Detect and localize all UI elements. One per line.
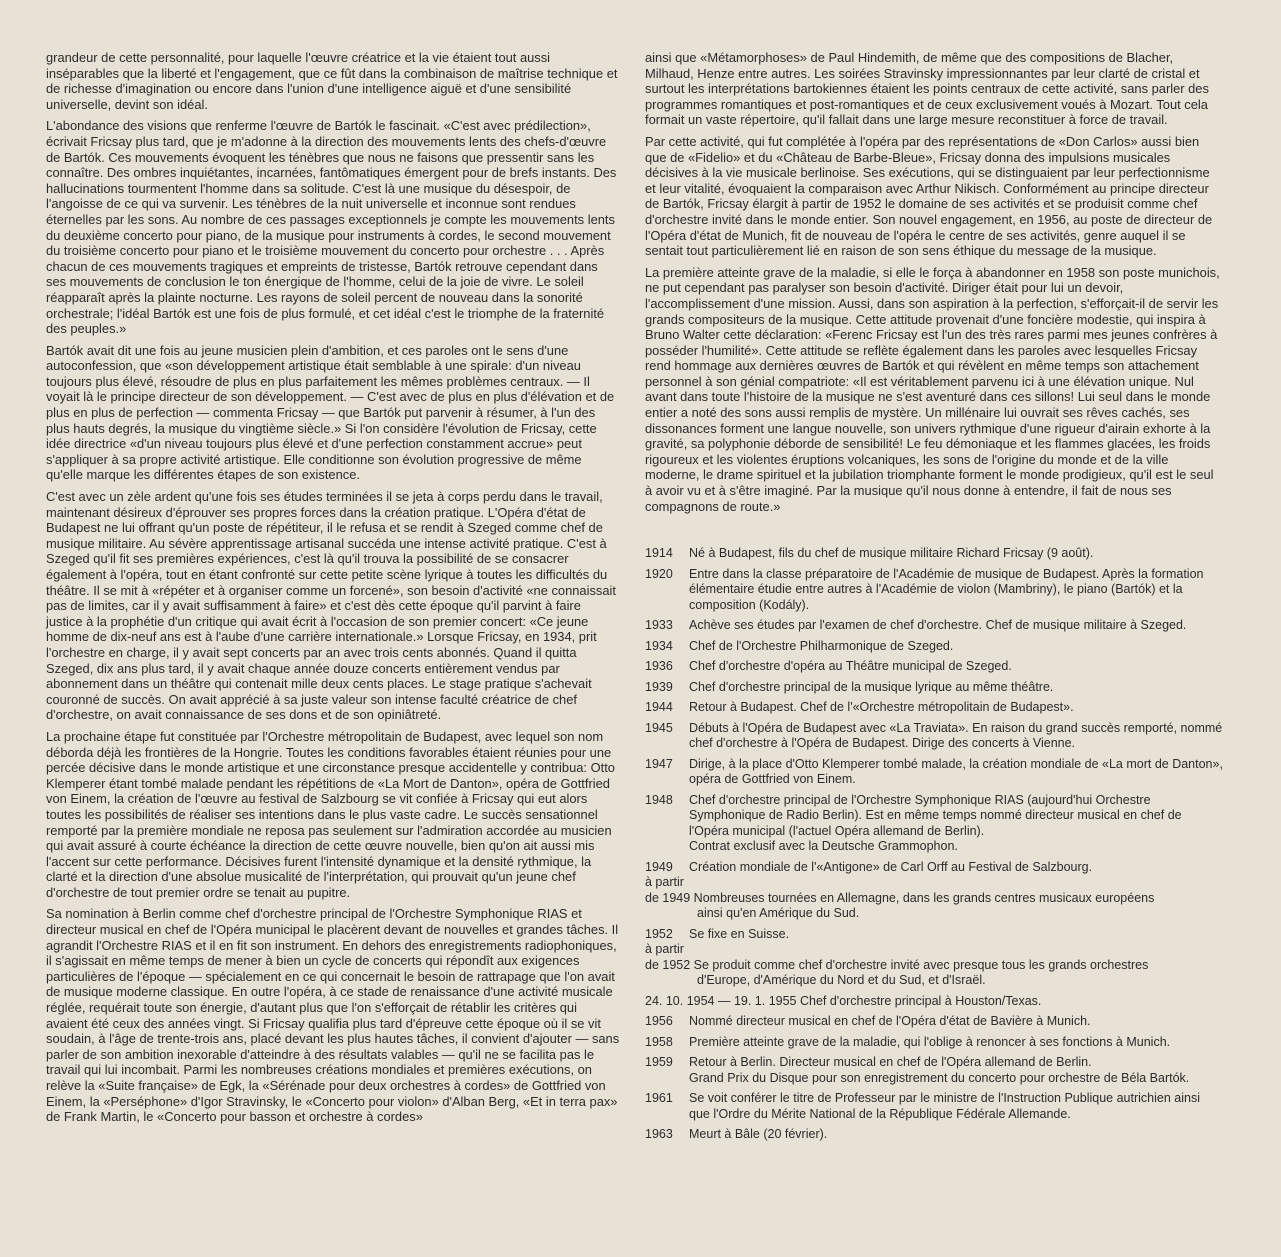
entry-text: Meurt à Bâle (20 février).	[689, 1127, 828, 1142]
entry-text-main: Retour à Berlin. Directeur musical en chef de l'Opéra allemand de Berlin.	[689, 1055, 1092, 1070]
chronology-entry	[645, 567, 1223, 614]
entry-lead: à partir	[645, 942, 684, 957]
entry-year: 1947	[645, 756, 673, 771]
paragraph: La prochaine étape fut constituée par l'Orchestre métropolitain de Budapest, avec lequel son nom déborda déjà les frontières de la Hongrie. Toutes les conditions favorables étaient réunies pour une percée décisive dans le monde artistique et une circonstance presque accidentelle y contribua: Otto Klemperer étant tombé malade pendant les répétitions de «La Mort de Danton», opéra de Gottfried von Einem, la création de l'œuvre au festival de Salzbourg se vit confiée à Fricsay qui eut alors toutes les possibilités de réaliser ses intentions dans le plus vaste cadre. Le succès sensationnel remporté par la première mondiale ne reposa pas seulement sur l'admiration accordée au musicien qui avait assuré à courte échéance la direction de cette œuvre nouvelle, bien qu'on ait aussi mis l'accent sur cette performance. Décisives furent l'intensité dynamique et la densité rythmique, la clarté et la direction d'une absolue musicalité de l'interprétation, qui prouvait qu'un jeune chef d'orchestre de tout premier ordre se tenait au pupitre.	[46, 728, 615, 900]
entry-year: 1945	[645, 720, 673, 735]
entry-year: de 1952	[645, 957, 691, 972]
entry-year: de 1949	[645, 890, 691, 905]
chronology-entry	[645, 891, 1223, 922]
entry-lead: à partir	[645, 875, 684, 890]
entry-text: Nombreuses tournées en Allemagne, dans les grands centres musicaux européens	[693, 890, 1155, 905]
entry-year: 1949	[645, 859, 673, 874]
paragraph: ainsi que «Métamorphoses» de Paul Hindemith, de même que des compositions de Blacher, Milhaud, Henze entre autres. Les soirées Stravinsky impressionnantes par leur clarté de cristal et surtout les interprétations bartokiennes étaient les points centraux de cette activité, sans parler des programmes romantiques et post-romantiques et de ceux exclusivement voués à Mozart. Tout cela formait un vaste répertoire, qu'il fallait dans une large mesure reconstituer à force de travail.	[645, 50, 1209, 128]
entry-text: Première atteinte grave de la maladie, qui l'oblige à renoncer à ses fonctions à Munich.	[689, 1034, 1171, 1049]
paragraph: Bartók avait dit une fois au jeune musicien plein d'ambition, et ces paroles ont le sens d'une autoconfession, que «son développement artistique était semblable à une spirale: d'un niveau toujours plus élevé, résoudre de plus en plus parfaitement les mêmes problèmes centraux. — Il voyait là le principe directeur de son développement. — C'est avec de plus en plus d'élévation et de plus en plus de perfection — commenta Fricsay — que Bartók put parvenir à résumer, à l'un des plus hauts degrés, la musique du vingtième siècle.» Si l'on considère l'évolution de Fricsay, cette idée directrice «d'un niveau toujours plus élevé et d'une perfection constamment accrue» peut s'appliquer à sa propre activité artistique. Elle conditionne son évolution progressive de même qu'elle marque les différentes étapes de son existence.	[46, 342, 615, 483]
entry-year: 1934	[645, 638, 673, 653]
chronology-entry	[645, 1035, 1223, 1051]
entry-text: Chef de l'Orchestre Philharmonique de Szeged.	[689, 638, 954, 653]
entry-text: Retour à Budapest. Chef de l'«Orchestre métropolitain de Budapest».	[689, 700, 1074, 715]
entry-year: 1956	[645, 1014, 673, 1029]
entry-year: 1948	[645, 792, 673, 807]
entry-text: Dirige, à la place d'Otto Klemperer tombé malade, la création mondiale de «La mort de Danton», opéra de Gottfried von Einem.	[689, 756, 1223, 787]
right-column	[645, 50, 1223, 1148]
entry-text	[689, 793, 1223, 855]
paragraph: La première atteinte grave de la maladie, si elle le força à abandonner en 1958 son poste munichois, ne put cependant pas paralyser son besoin d'activité. Diriger était pour lui un devoir, l'accomplissement d'une mission. Aussi, dans son aspiration à la perfection, s'efforçait-il de servir les grands compositeurs de la musique. Cette attitude provenait d'une foncière modestie, qui inspira à Bruno Walter cette déclaration: «Ferenc Fricsay est l'un des très rares parmi mes jeunes confrères à posséder l'humilité». Cette attitude se reflète également dans les paroles avec lesquelles Fricsay rend hommage aux dernières œuvres de Bartók et qui révèlent en même temps son attachement personnel à son génial compatriote: «Il est véritablement parvenu ici à une élévation unique. Nul avant dans toute l'histoire de la musique ne s'est aventuré dans ces sillons! Lui seul dans le monde entier a noté des sons aussi remplis de mystère. Un millénaire lui ouvrait ses rêves cachés, ses dissonances forment une langue nouvelle, son univers rythmique d'une rigueur d'airain exhorte à la gravité, sa polyphonie déborde de sensibilité! Le feu démoniaque et les flammes glacées, les froids rigoureux et les violentes éruptions volcaniques, les sons de l'origine du monde et de la ville moderne, le drame spirituel et la jubilation triomphante forment le monde prodigieux, qu'il est le seul à avoir vu et à s'être imaginé. Par la musique qu'il nous donne à entendre, il fait de nous ses compagnons de route.»	[645, 264, 1220, 514]
paragraph: C'est avec un zèle ardent qu'une fois ses études terminées il se jeta à corps perdu dans le travail, maintenant désireux d'éprouver ses propres forces dans la création pratique. L'Opéra d'état de Budapest ne lui offrant qu'un poste de répétiteur, il le refusa et se rendit à Szeged comme chef de musique militaire. Au sévère apprentissage artisanal succéda une intense activité pratique. C'est à Szeged qu'il fit ses premières expériences, c'est là qu'il trouva la possibilité de se consacrer également à l'opéra, tout en étant confronté sur cette petite scène lyrique à toutes les difficultés du théâtre. Il se mit à «répéter et à organiser comme un forcené», son besoin d'activité «ne connaissait pas de limites, car il y avait suffisamment à faire» et c'est dès cette époque qu'il parvint à faire justice à la prophétie d'un critique qui avait écrit à l'occasion de son premier concert: «Ce jeune homme de dix-neuf ans est à l'aube d'une carrière internationale.» Lorsque Fricsay, en 1934, prit l'orchestre en charge, il y avait sept concerts par an avec trois cents abonnés. Quand il quitta Szeged, dix ans plus tard, il y avait chaque année douze concerts entièrement vendus par abonnement dans un théâtre qui contenait mille deux cents places. Le stage pratique s'achevait couronné de succès. On avait apprécié à sa juste valeur son intense faculté créatrice de chef d'orchestre, on avait connaissance de ses dons et de son opiniâtreté.	[46, 489, 616, 723]
entry-text-cont: d'Europe, d'Amérique du Nord et du Sud, et d'Israël.	[697, 973, 986, 988]
chronology-entry	[645, 546, 1223, 562]
chronology-entry	[645, 860, 1223, 876]
entry-text-extra: Contrat exclusif avec la Deutsche Grammophon.	[689, 839, 958, 854]
chronology-entry	[645, 680, 1223, 696]
entry-year: 1933	[645, 618, 673, 633]
entry-text: Débuts à l'Opéra de Budapest avec «La Traviata». En raison du grand succès remporté, nommé chef d'orchestre à l'Opéra de Budapest. Dirige des concerts à Vienne.	[689, 720, 1223, 751]
chronology-entry	[645, 757, 1223, 788]
chronology-entry	[645, 639, 1223, 655]
chronology-entry	[645, 721, 1223, 752]
paragraph: Sa nomination à Berlin comme chef d'orchestre principal de l'Orchestre Symphonique RIAS et directeur musical en chef de l'Opéra municipal le placèrent devant de nouvelles et grandes tâches. Il agrandit l'Orchestre RIAS et il en fit son instrument. En dehors des enregistrements radiophoniques, il s'agissait en même temps de mener à bien un cycle de concerts qui répondît aux exigences particulières de l'époque — spécialement en ce qui concernait le besoin de rattrapage que l'on avait de musique moderne classique. En outre l'opéra, à ce stade de renaissance d'une activité musicale réglée, requérait toute son énergie, d'autant plus que l'on s'efforçait de rétablir les critères qui avaient été ceux des années vingt. Si Fricsay qualifia plus tard d'épreuve cette époque où il se vit soudain, à l'âge de trente-trois ans, placé devant les plus hautes tâches, il convient d'ajouter — sans parler de son ambition inexorable d'atteindre à des résultats valables — qu'il ne se facilita pas le travail qui lui incombait. Parmi les nombreuses créations mondiales et premières exécutions, on relève la «Suite française» de Egk, la «Sérénade pour deux orchestres à cordes» de Gottfried von Einem, la «Perséphone» d'Igor Stravinsky, le «Concerto pour violon» d'Alban Berg, «Et in terra pax» de Frank Martin, le «Concerto pour basson et orchestre à cordes»	[46, 906, 620, 1125]
entry-text-cont: ainsi qu'en Amérique du Sud.	[697, 906, 860, 921]
entry-year: 1939	[645, 679, 673, 694]
chronology-entry	[645, 927, 1223, 943]
entry-text: Chef d'orchestre principal de la musique lyrique au même théâtre.	[689, 679, 1054, 694]
chronology-entry	[645, 958, 1223, 989]
entry-text: Né à Budapest, fils du chef de musique militaire Richard Fricsay (9 août).	[689, 546, 1094, 561]
entry-year: 1936	[645, 659, 673, 674]
chronology-entry	[645, 1014, 1223, 1030]
entry-text: Nommé directeur musical en chef de l'Opéra d'état de Bavière à Munich.	[689, 1014, 1091, 1029]
chronology	[645, 546, 1223, 1143]
entry-text: Entre dans la classe préparatoire de l'Académie de musique de Budapest. Après la formation élémentaire étudie entre autres à l'Académie de violon (Mambriny), le piano (Bartók) et la composition (Kodály).	[689, 566, 1204, 612]
entry-year: 1914	[645, 546, 673, 561]
entry-year: 1961	[645, 1091, 673, 1106]
entry-text: Achève ses études par l'examen de chef d'orchestre. Chef de musique militaire à Szeged.	[689, 618, 1187, 633]
chronology-entry	[645, 700, 1223, 716]
entry-text	[689, 1055, 1223, 1086]
entry-year: 1944	[645, 700, 673, 715]
paragraph: grandeur de cette personnalité, pour laquelle l'œuvre créatrice et la vie étaient tout aussi inséparables que la liberté et l'engagement, que ce fût dans la combinaison de maîtrise technique et de richesse d'imagination ou encore dans l'union d'une intelligence aiguë et d'une sensibilité universelle, devint son idéal.	[46, 50, 618, 112]
chronology-entry	[645, 1055, 1223, 1086]
chronology-entry	[645, 659, 1223, 675]
left-column	[46, 50, 620, 1131]
entry-text-extra: Grand Prix du Disque pour son enregistrement du concerto pour orchestre de Béla Bartók.	[689, 1070, 1190, 1085]
entry-text-main: Chef d'orchestre principal de l'Orchestre Symphonique RIAS (aujourd'hui Orchestre Symphonique de Radio Berlin). Est en même temps nommé directeur musical en chef de l'Opéra municipal (l'actuel Opéra allemand de Berlin).	[689, 792, 1182, 838]
entry-text: Se produit comme chef d'orchestre invité avec presque tous les grands orchestres	[693, 957, 1149, 972]
chronology-entry	[645, 1091, 1223, 1122]
entry-year: 1958	[645, 1034, 673, 1049]
entry-text: Chef d'orchestre d'opéra au Théâtre municipal de Szeged.	[689, 659, 1012, 674]
chronology-entry	[645, 1127, 1223, 1143]
entry-year: 1920	[645, 566, 673, 581]
entry-year: 1952	[645, 926, 673, 941]
chronology-entry	[645, 618, 1223, 634]
chronology-entry	[645, 793, 1223, 855]
paragraph: L'abondance des visions que renferme l'œuvre de Bartók le fascinait. «C'est avec prédilection», écrivait Fricsay plus tard, que je m'adonne à la direction des mouvements lents des chefs-d'œuvre de Bartók. Ces mouvements évoquent les ténèbres que nous ne faisons que pressentir sans les connaître. Des ombres inquiétantes, incarnées, fantômatiques émergent pour de brefs instants. Des hallucinations tourmentent l'homme dans sa solitude. C'est là une musique du désespoir, de l'angoisse de ce qui va survenir. Les ténèbres de la nuit universelle et inconnue sont rendues éternelles par les sons. Au nombre de ces passages exceptionnels je compte les mouvements lents du deuxième concerto pour piano, de la musique pour instruments à cordes, le second mouvement du troisième concerto pour piano et le troisième mouvement du concerto pour orchestre . . . Après chacun de ces mouvements tragiques et empreints de tristesse, Bartók retrouve cependant dans ses mouvements de conclusion le ton énergique de l'homme, celui de la joie de vivre. Le soleil réapparaît après la plainte nocturne. Les rayons de soleil percent de nouveau dans la sonorité orchestrale; l'idéal Bartók est une fois de plus formulé, et cet idéal c'est le triomphe de la fraternité des peuples.»	[46, 118, 617, 337]
chronology-entry: 24. 10. 1954 — 19. 1. 1955 Chef d'orchestre principal à Houston/Texas.	[645, 993, 1042, 1008]
entry-text: Création mondiale de l'«Antigone» de Carl Orff au Festival de Salzbourg.	[689, 859, 1093, 874]
entry-year: 1959	[645, 1055, 673, 1070]
entry-year: 1963	[645, 1127, 673, 1142]
entry-text: Se voit conférer le titre de Professeur par le ministre de l'Instruction Publique autrichien ainsi que l'Ordre du Mérite National de la République Fédérale Allemande.	[689, 1091, 1200, 1121]
paragraph: Par cette activité, qui fut complétée à l'opéra par des représentations de «Don Carlos» aussi bien que de «Fidelio» et du «Château de Barbe-Bleue», Fricsay donna des impulsions musicales décisives à la vie musicale berlinoise. Ses exécutions, qui se distinguaient par leur perfectionnisme et leur vitalité, évoquaient la comparaison avec Arthur Nikisch. Conformément au principe directeur de Bartók, Fricsay élargit à partir de 1952 le domaine de ses activités et se produisit comme chef d'orchestre invité dans le monde entier. Son nouvel engagement, en 1956, au poste de directeur de l'Opéra d'état de Munich, fit de nouveau de l'opéra le centre de ses activités, genre auquel il se sentait tout particulièrement lié en raison de son sens éthique du message de la musique.	[645, 133, 1213, 259]
entry-text: Se fixe en Suisse.	[689, 926, 790, 941]
